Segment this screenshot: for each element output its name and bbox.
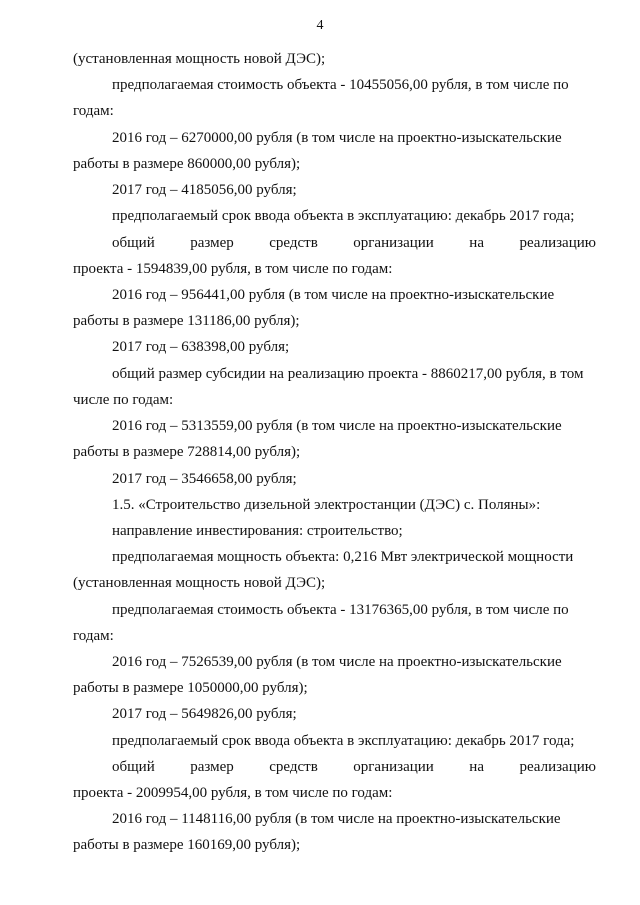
text-line: (установленная мощность новой ДЭС);: [73, 575, 326, 591]
text-line: предполагаемая стоимость объекта - 13176365,00 рубля, в том числе по: [112, 602, 569, 618]
text-line: 2016 год – 956441,00 рубля (в том числе на проектно-изыскательские: [112, 287, 555, 303]
page-number: 4: [316, 18, 324, 33]
text-line: годам:: [73, 103, 114, 119]
text-line: предполагаемая стоимость объекта - 10455056,00 рубля, в том числе по: [112, 77, 569, 93]
text-line: предполагаемый срок ввода объекта в эксплуатацию: декабрь 2017 года;: [112, 733, 575, 749]
text-line: (установленная мощность новой ДЭС);: [73, 51, 326, 67]
text-line: 1.5. «Строительство дизельной электростанции (ДЭС) с. Поляны»:: [112, 497, 541, 513]
text-line: 2017 год – 638398,00 рубля;: [112, 339, 290, 355]
text-line: [112, 757, 596, 777]
word: на: [469, 235, 484, 251]
text-line: работы в размере 1050000,00 рубля);: [73, 680, 308, 696]
text-line: [112, 233, 596, 253]
text-line: 2016 год – 7526539,00 рубля (в том числе на проектно-изыскательские: [112, 654, 562, 670]
text-line: 2017 год – 4185056,00 рубля;: [112, 182, 297, 198]
text-line: годам:: [73, 628, 114, 644]
text-line: проекта - 2009954,00 рубля, в том числе по годам:: [73, 785, 393, 801]
text-line: общий размер субсидии на реализацию проекта - 8860217,00 рубля, в том: [112, 366, 584, 382]
word: общий: [112, 235, 155, 251]
text-line: 2017 год – 3546658,00 рубля;: [112, 471, 297, 487]
word: размер: [190, 759, 234, 775]
word: на: [469, 759, 484, 775]
word: размер: [190, 235, 234, 251]
text-line: работы в размере 131186,00 рубля);: [73, 313, 300, 329]
word: средств: [269, 235, 318, 251]
word: реализацию: [519, 759, 596, 775]
text-line: работы в размере 728814,00 рубля);: [73, 444, 301, 460]
text-line: 2016 год – 5313559,00 рубля (в том числе на проектно-изыскательские: [112, 418, 562, 434]
text-line: 2016 год – 6270000,00 рубля (в том числе на проектно-изыскательские: [112, 130, 562, 146]
text-line: 2016 год – 1148116,00 рубля (в том числе на проектно-изыскательские: [112, 811, 561, 827]
text-line: работы в размере 860000,00 рубля);: [73, 156, 301, 172]
word: средств: [269, 759, 318, 775]
word: реализацию: [519, 235, 596, 251]
text-line: числе по годам:: [73, 392, 174, 408]
text-line: предполагаемый срок ввода объекта в эксплуатацию: декабрь 2017 года;: [112, 208, 575, 224]
word: организации: [353, 759, 434, 775]
text-line: работы в размере 160169,00 рубля);: [73, 837, 301, 853]
text-line: предполагаемая мощность объекта: 0,216 Мвт электрической мощности: [112, 549, 574, 565]
text-line: направление инвестирования: строительство;: [112, 523, 403, 539]
text-line: 2017 год – 5649826,00 рубля;: [112, 706, 297, 722]
word: организации: [353, 235, 434, 251]
text-line: проекта - 1594839,00 рубля, в том числе по годам:: [73, 261, 393, 277]
word: общий: [112, 759, 155, 775]
